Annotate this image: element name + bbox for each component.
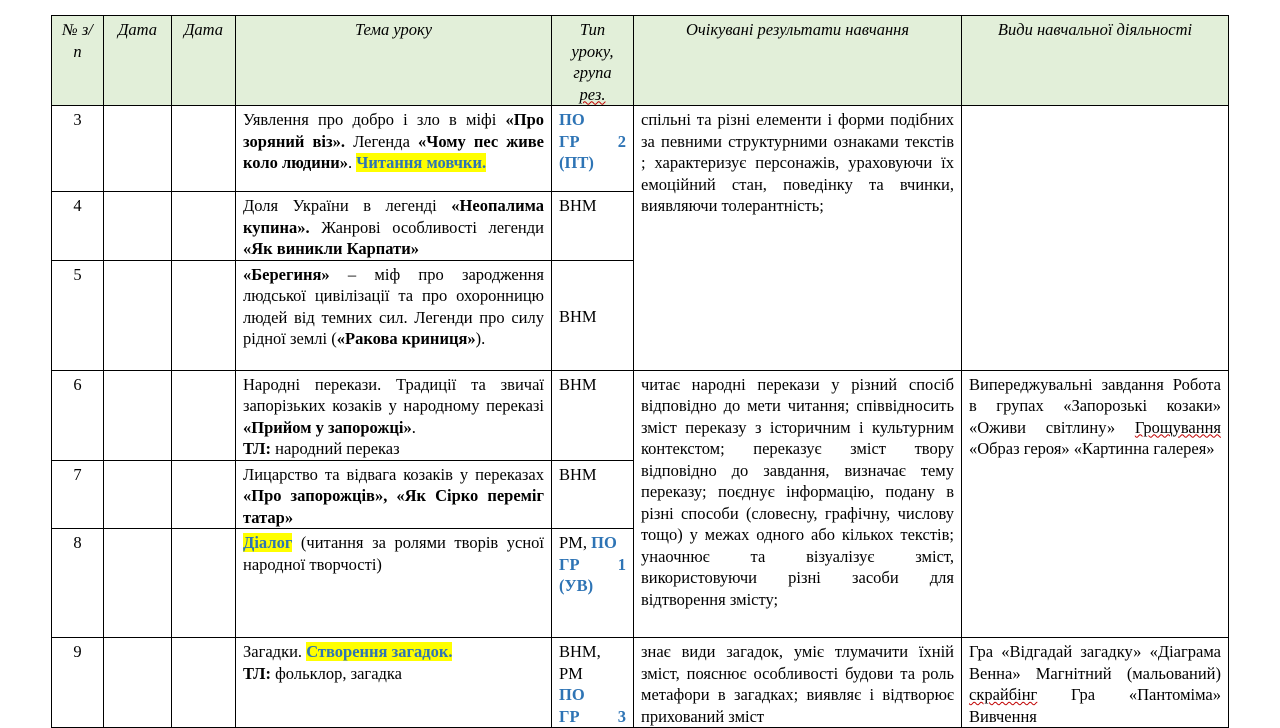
highlighted-text: Діалог (243, 533, 293, 552)
lesson-type-code: ГР 1 (559, 554, 626, 574)
topic-text: ). (475, 329, 486, 348)
topic-text: Доля України в легенді (243, 196, 452, 215)
topic-text: . (348, 153, 357, 172)
topic-text: Легенда (345, 131, 418, 151)
row-number: 9 (52, 638, 104, 728)
results-cell: знає види загадок, уміє тлумачити їхній зміст, пояснює особливості будови та роль метафори в загадках; виявляє і відтворює прихований зміст (634, 638, 962, 728)
topic-cell (236, 106, 552, 192)
lesson-type-code: ГР 2 (559, 131, 626, 151)
table-row (52, 638, 1229, 728)
activities-text: скрайбінг (969, 685, 1038, 704)
lesson-type-code: (УВ) (559, 576, 594, 595)
header-lesson-type-line: рез. (579, 84, 606, 104)
topic-text: Жанрові особливості легенди (309, 217, 544, 237)
date-cell (172, 529, 236, 638)
row-number: 6 (52, 370, 104, 460)
results-cell: спільні та різні елементи і форми подібних за певними структурними ознаками текстів ; характеризує персонажів, ураховуючи їх емоційний стан, поведінку та вчинки, виявляючи толерантність; (634, 106, 962, 371)
header-results: Очікувані результати навчання (634, 16, 962, 106)
work-title: «Як виникли Карпати» (243, 239, 419, 258)
work-title: «Про запорожців», «Як Сірко переміг татар» (243, 486, 544, 527)
activities-cell (962, 638, 1229, 728)
work-title: «Про зоряний віз». (243, 110, 544, 151)
topic-text: Народні перекази. Традиції та звичаї запорізьких козаків у народному переказі (243, 374, 544, 415)
header-lesson-type-line: група (573, 63, 612, 82)
row-number: 3 (52, 106, 104, 192)
row-number: 7 (52, 460, 104, 529)
topic-text: – міф про зародження людської цивілізації та про охоронницю людей від темних сил. Легенди про силу рідної землі ( (243, 264, 544, 348)
date-cell (172, 192, 236, 261)
lesson-type-cell: ВНМ (552, 192, 634, 261)
work-title: «Неопалима купина». (243, 196, 544, 237)
lesson-type-cell (552, 106, 634, 192)
work-title: «Прийом у запорожці» (243, 417, 412, 437)
table-row (52, 106, 1229, 192)
lesson-type-cell: ВНМ (552, 370, 634, 460)
lesson-type-cell (552, 529, 634, 638)
header-date-1: Дата (104, 16, 172, 106)
header-lesson-type (552, 16, 634, 106)
header-activities: Види навчальної діяльності (962, 16, 1229, 106)
work-title: «Чому пес живе коло людини» (243, 131, 544, 172)
activities-cell (962, 370, 1229, 638)
date-cell (172, 370, 236, 460)
date-cell (104, 460, 172, 529)
highlighted-text: Читання мовчки. (356, 153, 487, 172)
lesson-plan-table (51, 15, 1229, 728)
lesson-type-code: РМ (559, 663, 583, 683)
date-cell (172, 638, 236, 728)
term-label: ТЛ: (243, 663, 271, 683)
header-lesson-type-line: Тип (579, 20, 606, 39)
date-cell (104, 370, 172, 460)
topic-cell (236, 529, 552, 638)
lesson-type-cell: ВНМ (552, 260, 634, 370)
highlighted-text: Створення загадок. (306, 642, 453, 661)
lesson-type-code: ПО (591, 533, 617, 552)
table-row (52, 370, 1229, 460)
row-number: 4 (52, 192, 104, 261)
lesson-type-code: ВНМ, (559, 642, 601, 661)
activities-text: «Образ героя» «Картинна галерея» (969, 439, 1215, 458)
lesson-type-code: (ПТ) (559, 153, 594, 172)
date-cell (172, 106, 236, 192)
topic-text: Загадки. (243, 642, 307, 661)
topic-cell (236, 460, 552, 529)
lesson-type-code: ГР 3 (559, 706, 626, 726)
activities-text: Випереджувальні завдання Робота в групах «Запорозькі козаки» «Оживи світлину» (969, 374, 1221, 437)
date-cell (104, 529, 172, 638)
activities-text: Гра «Пантоміма» Вивчення (969, 685, 1221, 726)
lesson-type-code: ПО (559, 685, 585, 704)
topic-cell (236, 370, 552, 460)
topic-text: фольклор, загадка (270, 663, 403, 683)
activities-text: Грощування (1134, 417, 1221, 437)
topic-cell (236, 638, 552, 728)
topic-text: (читання за ролями творів усної народної творчості) (243, 533, 544, 574)
header-number: № з/п (52, 16, 104, 106)
topic-text: народний переказ (270, 439, 400, 458)
topic-cell (236, 192, 552, 261)
header-date-2: Дата (172, 16, 236, 106)
lesson-type-cell (552, 638, 634, 728)
table-header-row (52, 16, 1229, 106)
date-cell (172, 460, 236, 529)
work-title: «Берегиня» (243, 264, 330, 284)
date-cell (104, 192, 172, 261)
header-lesson-type-line: уроку, (571, 41, 614, 61)
topic-text: Уявлення про добро і зло в міфі (243, 110, 506, 129)
topic-text: Лицарство та відвага козаків у переказах (243, 464, 544, 484)
date-cell (104, 638, 172, 728)
lesson-type-code: РМ, (559, 533, 587, 552)
topic-text: . (411, 417, 416, 437)
term-label: ТЛ: (243, 439, 271, 458)
header-topic: Тема уроку (236, 16, 552, 106)
row-number: 8 (52, 529, 104, 638)
lesson-type-cell: ВНМ (552, 460, 634, 529)
row-number: 5 (52, 260, 104, 370)
results-cell: читає народні перекази у різний спосіб відповідно до мети читання; співвідносить зміст переказу з історичним і культурним контекстом; переказує зміст твору відповідно до завдання, визначає тему переказу; поєднує інформацію, подану в різні способи (словесну, графічну, числову тощо) у межах одного або кількох текстів; унаочнює та візуалізує зміст, використовуючи різні засоби для відтворення змісту; (634, 370, 962, 638)
date-cell (104, 260, 172, 370)
lesson-type-code: ПО (559, 110, 585, 129)
work-title: «Ракова криниця» (336, 329, 476, 348)
topic-cell (236, 260, 552, 370)
activities-text: Гра «Відгадай загадку» «Діаграма Венна» Магнітний (мальований) (969, 642, 1221, 683)
date-cell (172, 260, 236, 370)
activities-cell (962, 106, 1229, 371)
date-cell (104, 106, 172, 192)
